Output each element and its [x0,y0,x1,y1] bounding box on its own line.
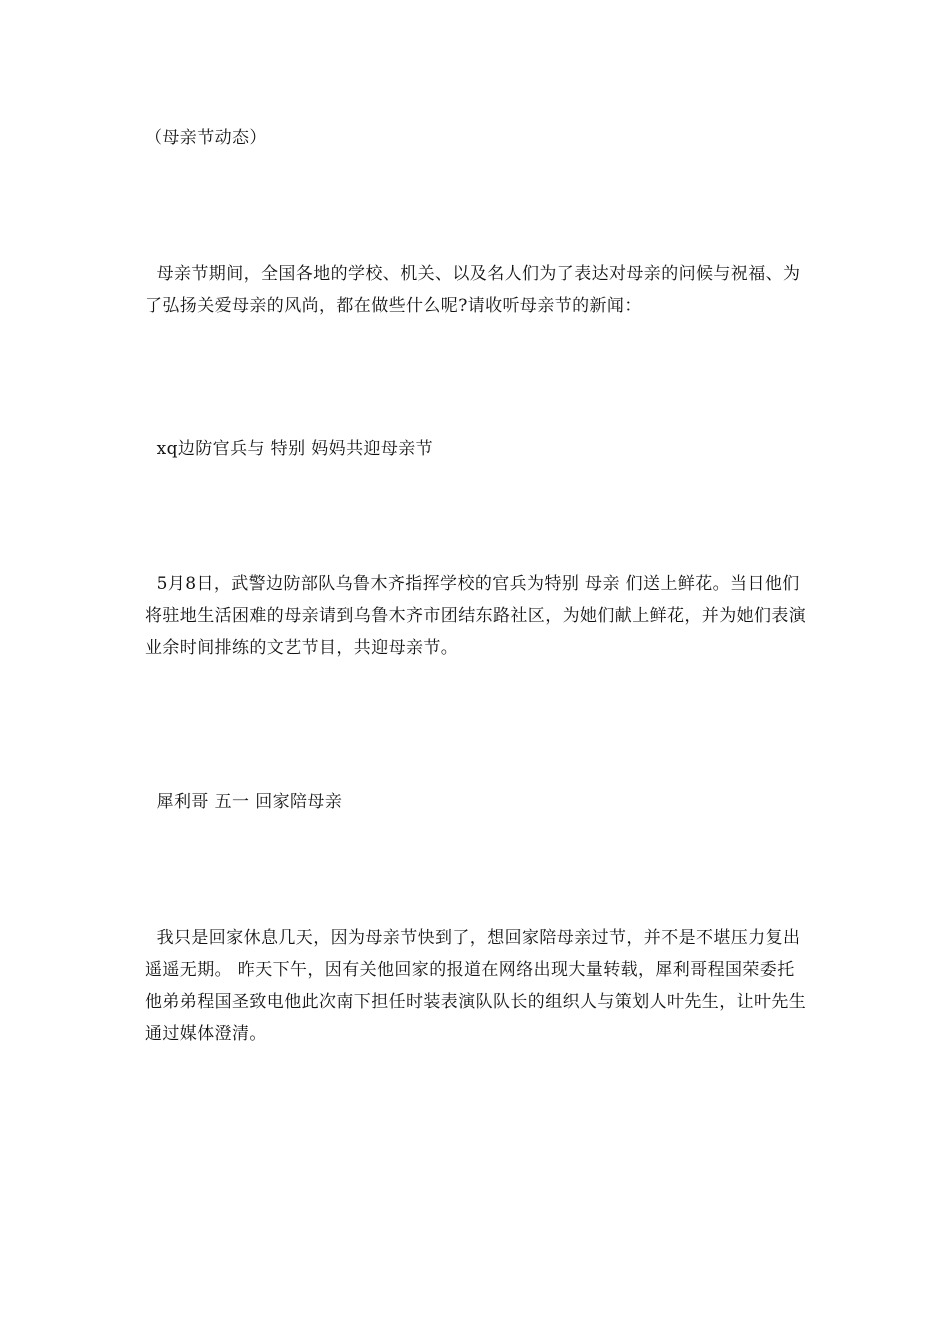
section-label: （母亲节动态） [145,128,267,148]
article-headline: 犀利哥 五一 回家陪母亲 [145,792,343,812]
article-body: 5月8日，武警边防部队乌鲁木齐指挥学校的官兵为特别 母亲 们送上鲜花。当日他们将驻地生活困难的母亲请到乌鲁木齐市团结东路社区，为她们献上鲜花，并为她们表演业余时间排练的文艺节目，共迎母亲节。 [145,574,807,658]
article-body: 我只是回家休息几天，因为母亲节快到了，想回家陪母亲过节，并不是不堪压力复出遥遥无期。 昨天下午，因有关他回家的报道在网络出现大量转载，犀利哥程国荣委托他弟弟程国圣致电他此次南下担任时装表演队队长的组织人与策划人叶先生，让叶先生通过媒体澄清。 [145,928,807,1044]
intro-paragraph: 母亲节期间，全国各地的学校、机关、以及名人们为了表达对母亲的问候与祝福、为了弘扬关爱母亲的风尚，都在做些什么呢?请收听母亲节的新闻： [145,264,801,316]
article-headline: xq边防官兵与 特别 妈妈共迎母亲节 [145,439,434,459]
